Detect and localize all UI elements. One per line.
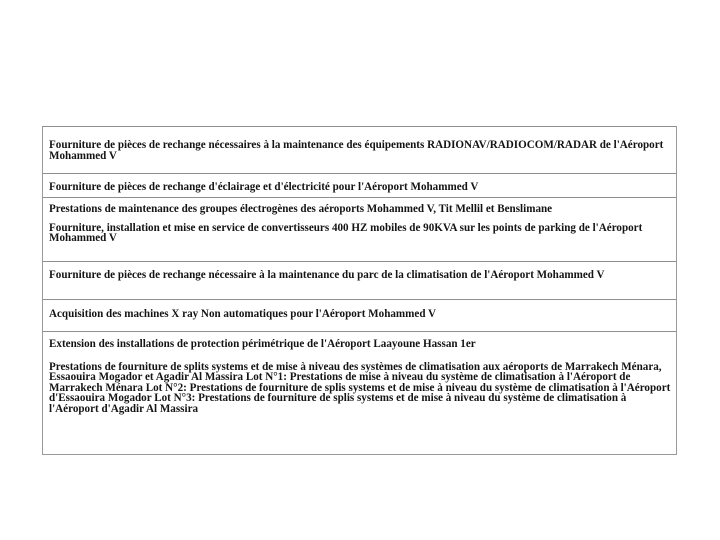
row-text: Fourniture, installation et mise en service de convertisseurs 400 HZ mobiles de 90KVA sur les points de parking de l'Aéroport Mohammed V [49,221,643,245]
row-text: Fourniture de pièces de rechange nécessaire à la maintenance du parc de la climatisation de l'Aéroport Mohammed V [49,269,605,281]
row-text: Prestations de fourniture de splits systems et de mise à niveau des systèmes de climatisation aux aéroports de Marrakech Ménara, Essaouira Mogador et Agadir Al Massira Lot N°1: Prestations de mise à niveau du système de climatisation à l'Aéroport de Marrakech Ménara Lot N°2: Prestations de fourniture de splis systems et de mise à niveau du système de climatisation à l'Aéroport d'Essaouira Mogador Lot N°3: Prestations de fourniture de splis systems et de mise à niveau du système de climatisation à l'Aéroport d'Agadir Al Massira [49,360,671,415]
procurement-table [42,126,677,455]
table-row [43,299,676,331]
row-text: Fourniture de pièces de rechange nécessaires à la maintenance des équipements RADIONAV/RADIOCOM/RADAR de l'Aéroport Mohammed V [49,139,664,162]
table-row [43,126,676,173]
row-text: Fourniture de pièces de rechange d'éclairage et d'électricité pour l'Aéroport Mohammed V [49,181,479,193]
table-row [43,261,676,299]
row-text: Prestations de maintenance des groupes électrogènes des aéroports Mohammed V, Tit Mellil et Benslimane [49,203,553,215]
table-row [43,197,676,261]
row-text: Extension des installations de protection périmétrique de l'Aéroport Laayoune Hassan 1er [49,338,476,350]
row-text: Acquisition des machines X ray Non automatiques pour l'Aéroport Mohammed V [49,308,437,320]
table-row [43,331,676,454]
table-row [43,173,676,197]
